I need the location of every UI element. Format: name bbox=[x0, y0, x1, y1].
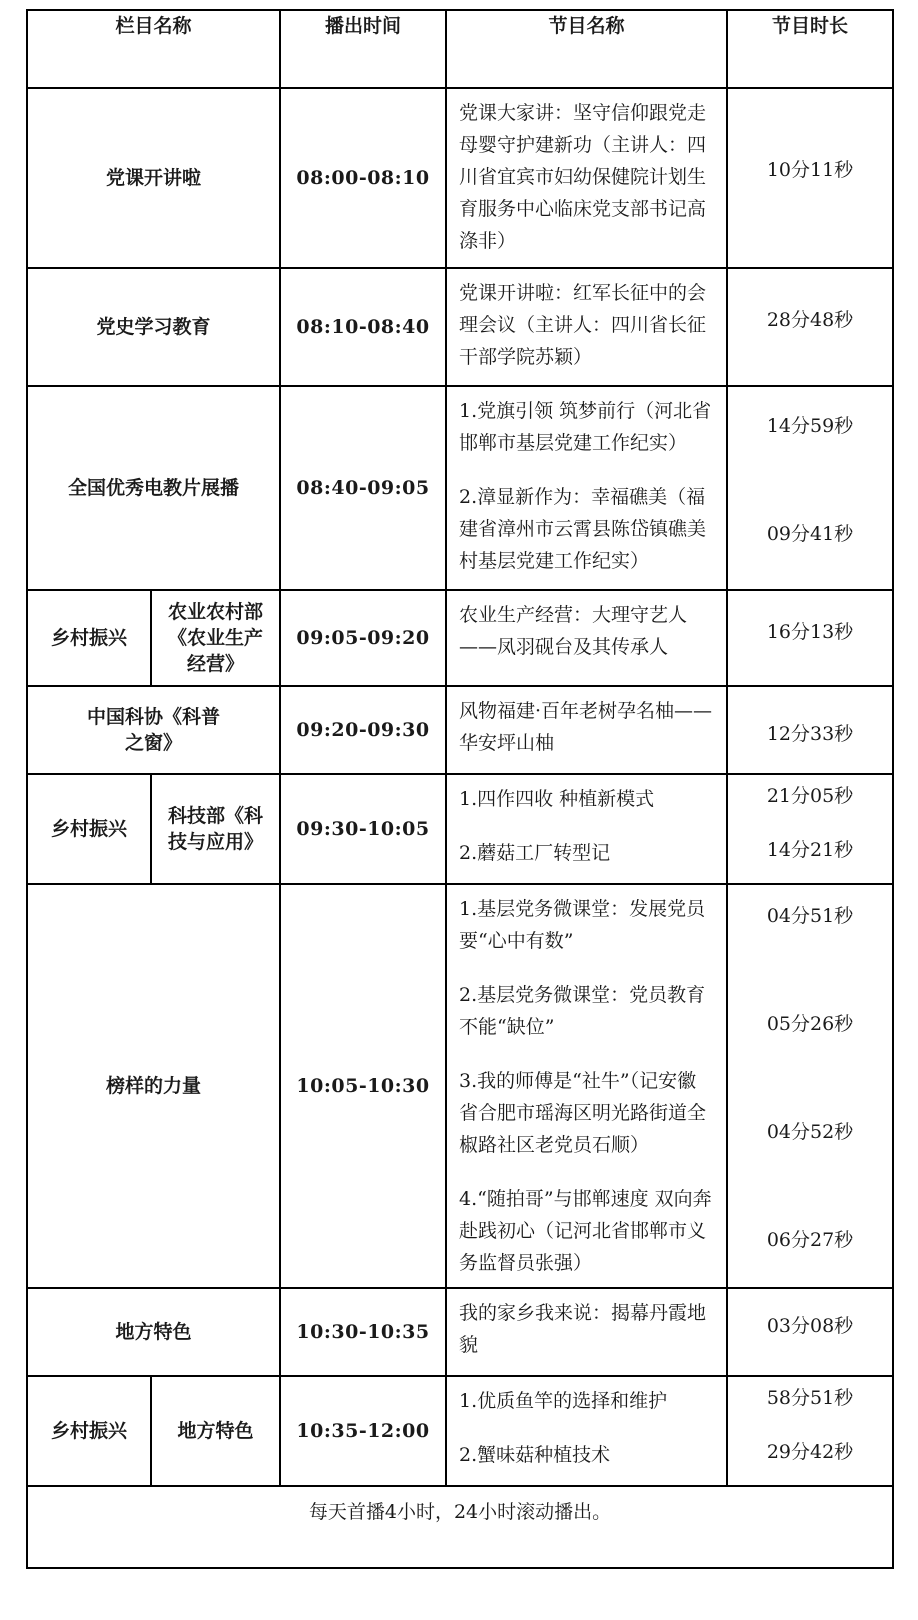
air-time: 08:40-09:05 bbox=[280, 386, 446, 590]
program-cell bbox=[446, 884, 727, 1288]
sub-column-name: 地方特色 bbox=[151, 1376, 280, 1486]
duration: 04分52秒 bbox=[766, 1121, 854, 1143]
duration: 04分51秒 bbox=[766, 905, 854, 927]
sub-column-name: 科技部《科技与应用》 bbox=[151, 774, 280, 884]
table-row bbox=[27, 1288, 893, 1376]
duration: 05分26秒 bbox=[766, 1013, 854, 1035]
duration-cell bbox=[727, 1376, 893, 1486]
column-name: 党史学习教育 bbox=[27, 268, 280, 386]
duration: 03分08秒 bbox=[766, 1315, 854, 1337]
duration-cell bbox=[727, 686, 893, 774]
column-name: 榜样的力量 bbox=[27, 884, 280, 1288]
duration: 10分11秒 bbox=[766, 159, 854, 181]
program-cell bbox=[446, 386, 727, 590]
program-name: 我的家乡我来说：揭幕丹霞地貌 bbox=[459, 1302, 707, 1356]
program-name: 1.四作四收 种植新模式 bbox=[459, 788, 655, 810]
program-name: 党课大家讲：坚守信仰跟党走 母婴守护建新功（主讲人：四川省宜宾市妇幼保健院计划生育服务中心临床党支部书记高涤非） bbox=[459, 102, 707, 252]
table-row bbox=[27, 268, 893, 386]
program-cell bbox=[446, 88, 727, 268]
header-column-name: 栏目名称 bbox=[27, 10, 280, 88]
duration-cell bbox=[727, 88, 893, 268]
program-name: 1.基层党务微课堂：发展党员要“心中有数” bbox=[459, 898, 706, 952]
duration: 16分13秒 bbox=[766, 621, 854, 643]
table-row bbox=[27, 1376, 893, 1486]
program-name: 1.党旗引领 筑梦前行（河北省邯郸市基层党建工作纪实） bbox=[459, 400, 712, 454]
duration: 58分51秒 bbox=[766, 1387, 854, 1409]
column-name: 中国科协《科普之窗》 bbox=[27, 686, 280, 774]
table-row bbox=[27, 774, 893, 884]
footer-note: 每天首播4小时，24小时滚动播出。 bbox=[27, 1486, 893, 1568]
program-name: 风物福建·百年老树孕名柚——华安坪山柚 bbox=[459, 700, 713, 754]
header-duration: 节目时长 bbox=[727, 10, 893, 88]
program-name: 党课开讲啦：红军长征中的会理会议（主讲人：四川省长征干部学院苏颖） bbox=[459, 282, 707, 368]
column-name: 地方特色 bbox=[27, 1288, 280, 1376]
duration: 14分21秒 bbox=[766, 839, 854, 861]
duration: 29分42秒 bbox=[766, 1441, 854, 1463]
duration: 06分27秒 bbox=[766, 1229, 854, 1251]
sub-column-name: 农业农村部《农业生产经营》 bbox=[151, 590, 280, 686]
table-row bbox=[27, 386, 893, 590]
air-time: 09:05-09:20 bbox=[280, 590, 446, 686]
duration: 14分59秒 bbox=[766, 415, 854, 437]
program-name: 农业生产经营：大理守艺人——凤羽砚台及其传承人 bbox=[459, 604, 688, 658]
program-cell bbox=[446, 1376, 727, 1486]
duration-cell bbox=[727, 386, 893, 590]
column-name: 党课开讲啦 bbox=[27, 88, 280, 268]
program-name: 2.蘑菇工厂转型记 bbox=[459, 842, 611, 864]
program-cell bbox=[446, 590, 727, 686]
duration: 09分41秒 bbox=[766, 523, 854, 545]
air-time: 09:20-09:30 bbox=[280, 686, 446, 774]
program-name: 4.“随拍哥”与邯郸速度 双向奔赴践初心（记河北省邯郸市义务监督员张强） bbox=[459, 1188, 712, 1274]
program-cell bbox=[446, 774, 727, 884]
column-name: 乡村振兴 bbox=[27, 774, 151, 884]
air-time: 08:10-08:40 bbox=[280, 268, 446, 386]
table-row bbox=[27, 884, 893, 1288]
program-cell bbox=[446, 1288, 727, 1376]
duration-cell bbox=[727, 590, 893, 686]
program-cell bbox=[446, 268, 727, 386]
duration-cell bbox=[727, 884, 893, 1288]
duration-cell bbox=[727, 268, 893, 386]
program-name: 2.漳显新作为：幸福礁美（福建省漳州市云霄县陈岱镇礁美村基层党建工作纪实） bbox=[459, 486, 707, 572]
header-row bbox=[27, 10, 893, 88]
column-name: 乡村振兴 bbox=[27, 1376, 151, 1486]
program-name: 2.蟹味菇种植技术 bbox=[459, 1444, 611, 1466]
duration-cell bbox=[727, 774, 893, 884]
table-row bbox=[27, 88, 893, 268]
air-time: 09:30-10:05 bbox=[280, 774, 446, 884]
air-time: 08:00-08:10 bbox=[280, 88, 446, 268]
program-name: 1.优质鱼竿的选择和维护 bbox=[459, 1390, 668, 1412]
duration: 21分05秒 bbox=[766, 785, 854, 807]
footer-row bbox=[27, 1486, 893, 1568]
duration: 12分33秒 bbox=[766, 723, 854, 745]
duration: 28分48秒 bbox=[766, 309, 854, 331]
column-name: 全国优秀电教片展播 bbox=[27, 386, 280, 590]
table-row bbox=[27, 590, 893, 686]
program-name: 3.我的师傅是“社牛”（记安徽省合肥市瑶海区明光路街道全椒路社区老党员石顺） bbox=[459, 1070, 707, 1156]
air-time: 10:05-10:30 bbox=[280, 884, 446, 1288]
program-cell bbox=[446, 686, 727, 774]
header-program-name: 节目名称 bbox=[446, 10, 727, 88]
table-row bbox=[27, 686, 893, 774]
duration-cell bbox=[727, 1288, 893, 1376]
header-air-time: 播出时间 bbox=[280, 10, 446, 88]
air-time: 10:35-12:00 bbox=[280, 1376, 446, 1486]
column-name: 乡村振兴 bbox=[27, 590, 151, 686]
air-time: 10:30-10:35 bbox=[280, 1288, 446, 1376]
program-name: 2.基层党务微课堂：党员教育不能“缺位” bbox=[459, 984, 706, 1038]
schedule-table bbox=[26, 9, 894, 1569]
